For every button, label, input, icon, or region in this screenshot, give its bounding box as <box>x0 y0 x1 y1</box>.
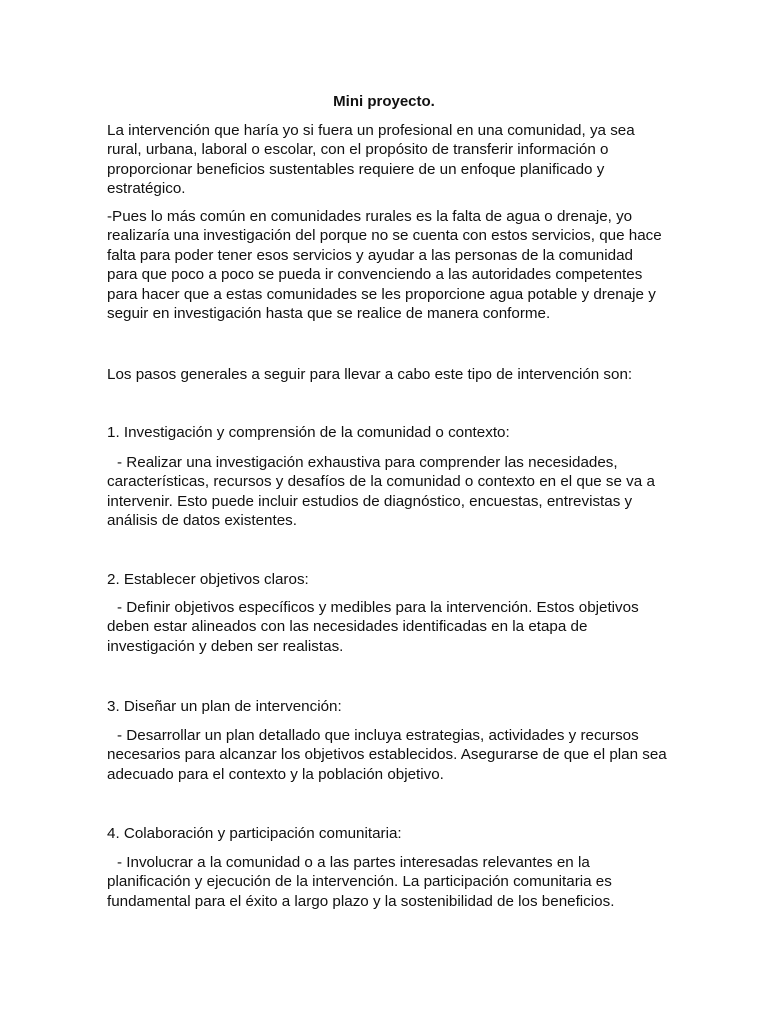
intro-paragraph: La intervención que haría yo si fuera un profesional en una comunidad, ya sea rural, urbana, laboral o escolar, con el propósito de transferir información o proporcionar beneficios sustentables requiere de un enfoque planificado y estratégico. <box>107 122 635 198</box>
document-title: Mini proyecto. <box>333 93 435 110</box>
step-2-heading: 2. Establecer objetivos claros: <box>107 571 309 588</box>
proposal-paragraph: -Pues lo más común en comunidades rurales es la falta de agua o drenaje, yo realizaría una investigación del porque no se cuenta con estos servicios, que hace falta para poder tener esos servicios y ayudar a las personas de la comunidad para que poco a poco se pueda ir convenciendo a las autoridades competentes para hacer que a estas comunidades se les proporcione agua potable y drenaje y seguir en investigación hasta que se realice de manera conforme. <box>107 208 662 323</box>
step-4-heading: 4. Colaboración y participación comunitaria: <box>107 825 402 842</box>
steps-intro-paragraph: Los pasos generales a seguir para llevar a cabo este tipo de intervención son: <box>107 366 633 383</box>
step-3-heading: 3. Diseñar un plan de intervención: <box>107 698 342 715</box>
step-1-heading: 1. Investigación y comprensión de la comunidad o contexto: <box>107 424 510 441</box>
step-3-text: - Desarrollar un plan detallado que incluya estrategias, actividades y recursos necesarios para alcanzar los objetivos establecidos. Asegurarse de que el plan sea adecuado para el contexto y la población objetivo. <box>107 727 667 783</box>
step-2-text: - Definir objetivos específicos y medibles para la intervención. Estos objetivos deben estar alineados con las necesidades identificadas en la etapa de investigación y deben ser realistas. <box>107 599 639 655</box>
step-4-text: - Involucrar a la comunidad o a las partes interesadas relevantes en la planificación y ejecución de la intervención. La participación comunitaria es fundamental para el éxito a largo plazo y la sostenibilidad de los beneficios. <box>107 854 615 910</box>
step-1-text: - Realizar una investigación exhaustiva para comprender las necesidades, características, recursos y desafíos de la comunidad o contexto en el que se va a intervenir. Esto puede incluir estudios de diagnóstico, encuestas, entrevistas y análisis de datos existentes. <box>107 454 655 530</box>
